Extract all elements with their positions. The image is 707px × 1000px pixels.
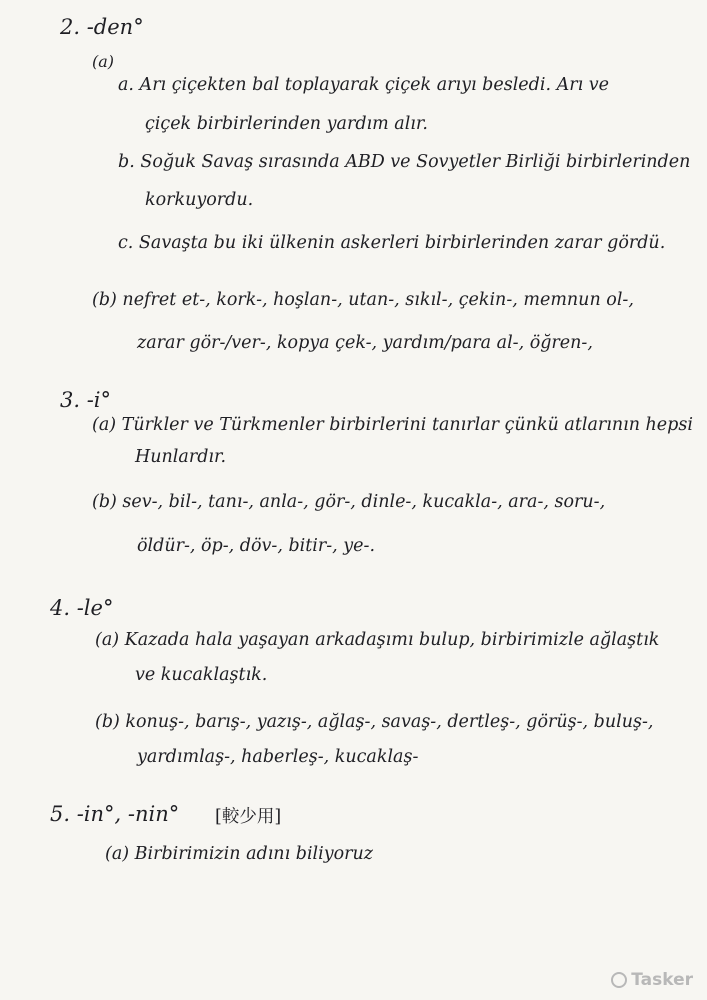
watermark-circle-icon bbox=[611, 972, 627, 988]
section-2-a-item-b-line1: b. Soğuk Savaş sırasında ABD ve Sovyetler Birliği birbirlerinden bbox=[118, 152, 691, 172]
section-3-b-line1: (b) sev-, bil-, tanı-, anla-, gör-, dinle-, kucakla-, ara-, soru-, bbox=[92, 492, 606, 512]
section-4-b-line2: yardımlaş-, haberleş-, kucaklaş- bbox=[137, 747, 419, 767]
section-2-a-item-a-line2: çiçek birbirlerinden yardım alır. bbox=[145, 114, 428, 134]
section-3-heading: 3. -i° bbox=[60, 388, 112, 412]
section-4-a-line2: ve kucaklaştık. bbox=[135, 665, 268, 685]
section-5-a-line1: (a) Birbirimizin adını biliyoruz bbox=[105, 844, 374, 864]
section-4-b-line1: (b) konuş-, barış-, yazış-, ağlaş-, savaş-, dertleş-, görüş-, buluş-, bbox=[95, 712, 654, 732]
section-3-b-line2: öldür-, öp-, döv-, bitir-, ye-. bbox=[137, 536, 376, 556]
section-4-a-line1: (a) Kazada hala yaşayan arkadaşımı bulup, birbirimizle ağlaştık bbox=[95, 630, 660, 650]
section-4-heading: 4. -le° bbox=[50, 596, 114, 620]
section-3-a-line1: (a) Türkler ve Türkmenler birbirlerini tanırlar çünkü atlarının hepsi bbox=[92, 415, 693, 435]
section-5-heading: 5. -in°, -nin° bbox=[50, 802, 180, 826]
section-2-a-label: (a) bbox=[92, 52, 115, 71]
section-2-b-line1: (b) nefret et-, kork-, hoşlan-, utan-, sıkıl-, çekin-, memnun ol-, bbox=[92, 290, 634, 310]
section-2-b-line2: zarar gör-/ver-, kopya çek-, yardım/para al-, öğren-, bbox=[137, 333, 593, 353]
section-3-a-line2: Hunlardır. bbox=[135, 447, 227, 467]
section-5-note: [較少用] bbox=[215, 807, 282, 827]
watermark-text: Tasker bbox=[631, 970, 693, 990]
section-2-heading: 2. -den° bbox=[60, 15, 144, 39]
section-2-a-item-b-line2: korkuyordu. bbox=[145, 190, 254, 210]
section-2-a-item-c-line1: c. Savaşta bu iki ülkenin askerleri birbirlerinden zarar gördü. bbox=[118, 233, 666, 253]
tasker-watermark bbox=[611, 970, 693, 990]
section-2-a-item-a-line1: a. Arı çiçekten bal toplayarak çiçek arıyı besledi. Arı ve bbox=[118, 75, 609, 95]
